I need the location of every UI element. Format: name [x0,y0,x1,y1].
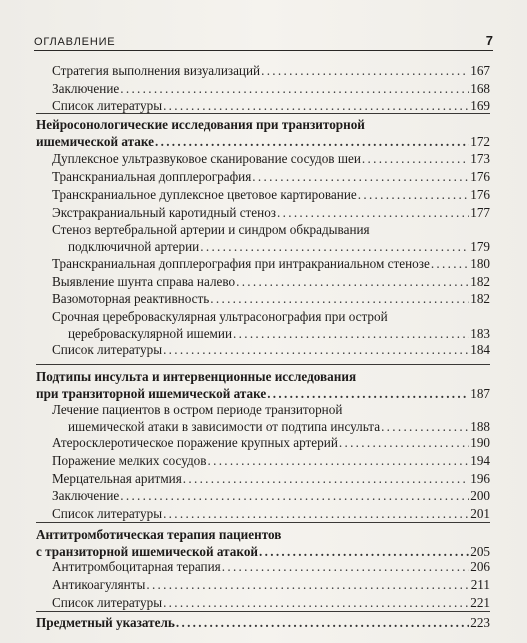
toc-entry-title: Мерцательная аритмия [52,471,182,486]
toc-entry-title: Подтипы инсульта и интервенционные исследования [36,369,357,384]
toc-entry-title: Заключение [52,81,120,96]
toc-section-entry[interactable] [36,204,490,221]
dot-leader [183,470,469,487]
toc-chapter-entry[interactable] [36,614,490,631]
section-separator [36,364,490,365]
toc-page-number: 205 [470,544,490,559]
toc-page-number: 190 [470,435,490,450]
dot-leader [267,385,469,402]
toc-page-number: 179 [470,239,490,254]
section-separator [36,611,490,612]
toc-entry-title: Транскраниальная допплерография [52,169,252,184]
toc-entry-title: Срочная цереброваскулярная ультрасонография при острой [52,309,388,324]
toc-section-entry[interactable] [36,308,490,342]
toc-entry-title: Экстракраниальный каротидный стеноз [52,205,277,220]
toc-page-number: 184 [470,342,490,357]
toc-section-entry[interactable] [36,186,490,203]
dot-leader [358,186,469,203]
dot-leader [146,576,469,593]
toc-page-number: 201 [470,506,490,521]
dot-leader [252,168,469,185]
toc-entry-title: Предметный указатель [36,615,175,630]
toc-page-number: 167 [470,63,490,78]
toc-entry-title: Стеноз вертебральной артерии и синдром обкрадывания [52,222,370,237]
toc-page-number: 168 [470,81,490,96]
dot-leader [200,238,469,255]
toc-page-number: 211 [470,577,490,592]
toc-entry-title: цереброваскулярной ишемии [68,326,233,341]
toc-entry-title: Вазомоторная реактивность [52,291,210,306]
toc-page-number: 180 [470,256,490,271]
toc-entry-title: Выявление шунта справа налево [52,274,236,289]
toc-entry-title: при транзиторной ишемической атаке [36,386,267,401]
dot-leader [163,505,469,522]
running-header-title: ОГЛАВЛЕНИЕ [34,36,116,48]
toc-page-number: 183 [470,326,490,341]
toc-entry-title: Лечение пациентов в остром периоде транзиторной [52,402,343,417]
toc-entry-title: Список литературы [52,342,163,357]
toc-page-number: 172 [470,134,490,149]
dot-leader [163,341,469,358]
dot-leader [120,80,469,97]
toc-page-number: 182 [470,291,490,306]
toc-section-entry[interactable] [36,273,490,290]
toc-entry-title: Антитромбоцитарная терапия [52,559,221,574]
toc-section-entry[interactable] [36,452,490,469]
toc-page-number: 188 [470,419,490,434]
toc-chapter-entry[interactable] [36,526,490,560]
dot-leader [176,614,469,631]
dot-leader [210,290,469,307]
toc-section-entry[interactable] [36,97,490,114]
toc-entry-title: с транзиторной ишемической атакой [36,544,259,559]
dot-leader [208,452,470,469]
toc-entry-title: Список литературы [52,595,163,610]
toc-page-number: 194 [470,453,490,468]
toc-page-number: 196 [470,471,490,486]
dot-leader [339,434,469,451]
toc-page-number: 200 [470,488,490,503]
section-separator [36,113,490,114]
toc-entry-title: Антикоагулянты [52,577,146,592]
toc-entry-title: Транскраниальное дуплексное цветовое картирование [52,187,357,202]
toc-page-number: 187 [470,386,490,401]
dot-leader [155,133,469,150]
toc-section-entry[interactable] [36,150,490,167]
toc-section-entry[interactable] [36,341,490,358]
toc-entry-title: Антитромботическая терапия пациентов [36,527,282,542]
toc-page-number: 176 [470,169,490,184]
toc-entry-title: Нейросонологические исследования при транзиторной [36,117,365,132]
page-number: 7 [485,33,493,48]
toc-section-entry[interactable] [36,80,490,97]
toc-section-entry[interactable] [36,221,490,255]
toc-entry-title: Дуплексное ультразвуковое сканирование сосудов шеи [52,151,361,166]
toc-section-entry[interactable] [36,168,490,185]
toc-entry-title: подключичной артерии [68,239,200,254]
toc-chapter-entry[interactable] [36,116,490,150]
toc-page-number: 182 [470,274,490,289]
toc-entry-title: Список литературы [52,98,163,113]
dot-leader [362,150,469,167]
toc-section-entry[interactable] [36,558,490,575]
toc-chapter-entry[interactable] [36,368,490,402]
section-separator [36,522,490,523]
toc-section-entry[interactable] [36,487,490,504]
toc-page-number: 169 [470,98,490,113]
toc-entry-title: ишемической атаки в зависимости от подтипа инсульта [68,419,381,434]
toc-page-number: 177 [470,205,490,220]
toc-page-number: 223 [470,615,490,630]
toc-entry-title: ишемической атаке [36,134,154,149]
dot-leader [163,594,469,611]
toc-entry-title: Заключение [52,488,120,503]
dot-leader [163,97,469,114]
toc-entry-title: Атеросклеротическое поражение крупных артерий [52,435,338,450]
toc-entry-title: Поражение мелких сосудов [52,453,207,468]
dot-leader [233,325,469,342]
toc-section-entry[interactable] [36,576,490,593]
running-header [34,30,493,48]
dot-leader [222,558,469,575]
toc-section-entry[interactable] [36,505,490,522]
toc-section-entry[interactable] [36,594,490,611]
toc-page-number: 221 [470,595,490,610]
dot-leader [236,273,469,290]
toc-section-entry[interactable] [36,470,490,487]
dot-leader [277,204,469,221]
toc-page-number: 173 [470,151,490,166]
toc-entry-title: Транскраниальная допплерография при интракраниальном стенозе [52,256,430,271]
toc-section-entry[interactable] [36,434,490,451]
toc-entry-title: Стратегия выполнения визуализаций [52,63,261,78]
dot-leader [431,255,469,272]
header-rule [34,50,493,51]
toc-section-entry[interactable] [36,62,490,79]
dot-leader [120,487,469,504]
toc-section-entry[interactable] [36,290,490,307]
toc-section-entry[interactable] [36,255,490,272]
toc-entry-title: Список литературы [52,506,163,521]
toc-section-entry[interactable] [36,401,490,435]
dot-leader [381,418,469,435]
dot-leader [261,62,469,79]
toc-page-number: 206 [470,559,490,574]
toc-page-number: 176 [470,187,490,202]
